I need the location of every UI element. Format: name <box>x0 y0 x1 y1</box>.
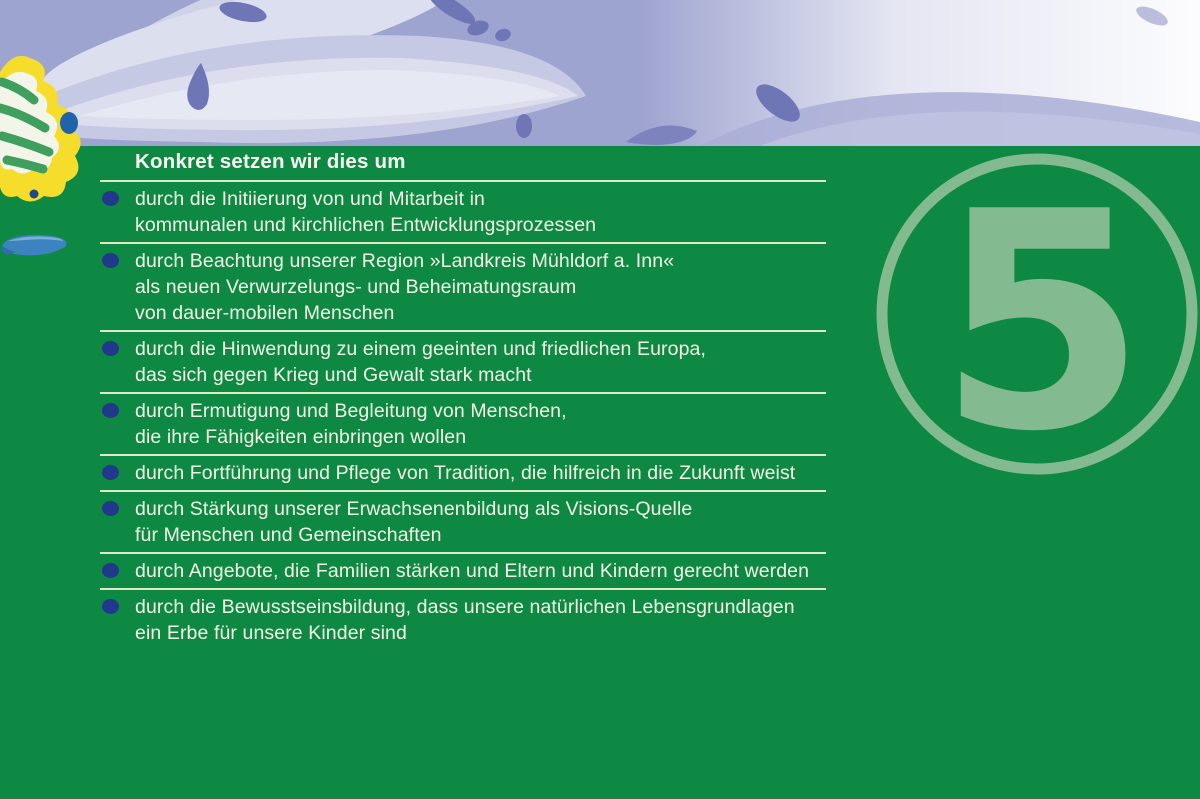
badge-circle <box>872 148 1200 482</box>
item-lines <box>135 186 826 238</box>
item-lines <box>135 398 826 450</box>
flower-icon <box>0 46 92 214</box>
item-lines <box>135 558 826 584</box>
list-item <box>100 588 826 650</box>
item-text-line: durch Ermutigung und Begleitung von Menschen, <box>135 400 567 422</box>
list-item <box>100 454 826 490</box>
list-item <box>100 552 826 588</box>
item-text-line: durch Stärkung unserer Erwachsenenbildung als Visions-Quelle <box>135 498 693 520</box>
item-text-line: für Menschen und Gemeinschaften <box>135 524 442 546</box>
list-item <box>100 242 826 330</box>
list-heading: Konkret setzen wir dies um <box>100 148 826 182</box>
bullet-list <box>100 148 826 650</box>
item-text-line: durch Beachtung unserer Region »Landkreis Mühldorf a. Inn« <box>135 250 675 272</box>
item-text-line: durch die Initiierung von und Mitarbeit in <box>135 188 485 210</box>
list-item <box>100 182 826 242</box>
bullet-icon <box>102 403 119 418</box>
item-text-line: kommunalen und kirchlichen Entwicklungsprozessen <box>135 214 597 236</box>
item-text-line: das sich gegen Krieg und Gewalt stark macht <box>135 364 532 386</box>
item-text-line: als neuen Verwurzelungs- und Beheimatungsraum <box>135 276 577 298</box>
item-text-line: durch Fortführung und Pflege von Tradition, die hilfreich in die Zukunft weist <box>135 462 796 484</box>
blue-brushstroke <box>0 228 82 264</box>
item-lines <box>135 248 826 326</box>
item-lines <box>135 460 826 486</box>
list-item <box>100 392 826 454</box>
brushstroke-icon <box>0 228 82 264</box>
bullet-icon <box>102 191 119 206</box>
list-item <box>100 330 826 392</box>
badge-number: 5 <box>937 148 1147 482</box>
bullet-icon <box>102 341 119 356</box>
item-lines <box>135 336 826 388</box>
bullet-icon <box>102 253 119 268</box>
item-text-line: von dauer-mobilen Menschen <box>135 302 395 324</box>
section-number-badge <box>872 148 1200 482</box>
item-text-line: durch die Hinwendung zu einem geeinten und friedlichen Europa, <box>135 338 706 360</box>
item-text-line: ein Erbe für unsere Kinder sind <box>135 622 407 644</box>
bullet-icon <box>102 465 119 480</box>
brush-art <box>0 0 1200 146</box>
item-lines <box>135 594 826 646</box>
bullet-icon <box>102 563 119 578</box>
item-text-line: durch die Bewusstseinsbildung, dass unsere natürlichen Lebensgrundlagen <box>135 596 795 618</box>
painted-header-band <box>0 0 1200 146</box>
bullet-icon <box>102 501 119 516</box>
list-item <box>100 490 826 552</box>
bullet-icon <box>102 599 119 614</box>
item-lines <box>135 496 826 548</box>
item-text-line: durch Angebote, die Familien stärken und Eltern und Kindern gerecht werden <box>135 560 810 582</box>
flower-motif <box>0 46 92 214</box>
item-text-line: die ihre Fähigkeiten einbringen wollen <box>135 426 467 448</box>
